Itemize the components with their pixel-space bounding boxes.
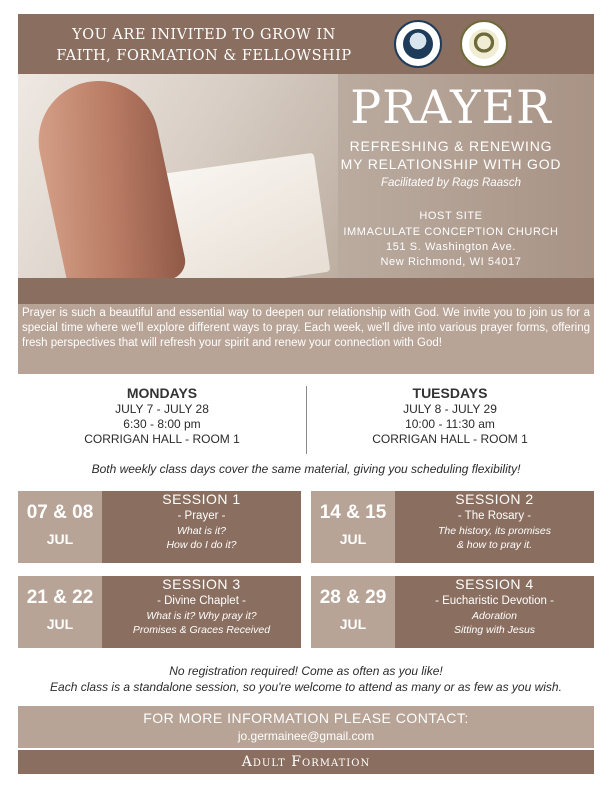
session-month: JUL bbox=[339, 531, 367, 547]
session-detail-1: The history, its promises bbox=[437, 525, 551, 537]
hero-section bbox=[18, 74, 594, 278]
session-info bbox=[395, 491, 594, 563]
session-topic: - Prayer - bbox=[177, 510, 226, 522]
subtitle-line-2: MY RELATIONSHIP WITH GOD bbox=[340, 156, 562, 172]
session-days: 07 & 08 bbox=[26, 502, 94, 523]
session-detail-2: How do I do it? bbox=[166, 539, 237, 551]
schedule-mondays bbox=[18, 384, 306, 447]
session-date bbox=[311, 491, 395, 563]
session-card-1 bbox=[18, 491, 301, 563]
invite-line-2: FAITH, FORMATION & FELLOWSHIP bbox=[56, 48, 352, 64]
schedule-day: TUESDAYS bbox=[412, 385, 488, 401]
intro-paragraph: Prayer is such a beautiful and essential way to deepen our relationship with God. We invite you to join us for a special time where we'll explore different ways to pray. Each week, we'll dive into various prayer forms, offering fresh perspectives that will refresh your spirit and renew your connection with God! bbox=[18, 304, 594, 374]
schedule-time: 6:30 - 8:00 pm bbox=[123, 417, 201, 431]
praying-hands-photo bbox=[18, 74, 338, 278]
session-detail-1: What is it? bbox=[176, 525, 226, 537]
schedule-day: MONDAYS bbox=[126, 385, 198, 401]
saint-seal-icon bbox=[460, 20, 508, 68]
session-days: 21 & 22 bbox=[26, 587, 94, 608]
top-banner bbox=[18, 14, 594, 74]
session-month: JUL bbox=[46, 531, 74, 547]
schedule-location: CORRIGAN HALL - ROOM 1 bbox=[84, 432, 240, 446]
subtitle-line-1: REFRESHING & RENEWING bbox=[349, 138, 553, 154]
church-name: IMMACULATE CONCEPTION CHURCH bbox=[343, 226, 559, 238]
church-city: New Richmond, WI 54017 bbox=[380, 256, 522, 268]
session-detail-2: Promises & Graces Received bbox=[132, 624, 271, 636]
session-card-4 bbox=[311, 576, 594, 648]
session-detail-1: Adoration bbox=[472, 610, 517, 622]
session-topic: - Divine Chaplet - bbox=[157, 595, 246, 607]
schedule bbox=[18, 384, 594, 456]
schedule-dates: JULY 7 - JULY 28 bbox=[115, 402, 209, 416]
session-name: SESSION 4 bbox=[455, 576, 534, 592]
closing-line-2: Each class is a standalone session, so you're welcome to attend as many or as few as you wish. bbox=[50, 680, 562, 694]
session-name: SESSION 2 bbox=[455, 491, 534, 507]
church-street: 151 S. Washington Ave. bbox=[386, 241, 516, 253]
host-site-label: HOST SITE bbox=[419, 210, 483, 222]
schedule-location: CORRIGAN HALL - ROOM 1 bbox=[372, 432, 528, 446]
session-date bbox=[311, 576, 395, 648]
session-card-2 bbox=[311, 491, 594, 563]
session-card-3 bbox=[18, 576, 301, 648]
session-days: 14 & 15 bbox=[319, 502, 387, 523]
session-info bbox=[395, 576, 594, 648]
schedule-note: Both weekly class days cover the same material, giving you scheduling flexibility! bbox=[91, 462, 521, 476]
session-month: JUL bbox=[46, 616, 74, 632]
session-info bbox=[102, 576, 301, 648]
schedule-time: 10:00 - 11:30 am bbox=[405, 417, 495, 431]
session-info bbox=[102, 491, 301, 563]
session-name: SESSION 3 bbox=[162, 576, 241, 592]
contact-email[interactable]: jo.germainee@gmail.com bbox=[237, 729, 375, 743]
schedule-tuesdays bbox=[306, 384, 594, 447]
hands-image bbox=[27, 74, 188, 278]
contact-section bbox=[18, 706, 594, 748]
session-detail-2: Sitting with Jesus bbox=[453, 624, 536, 636]
contact-label: FOR MORE INFORMATION PLEASE CONTACT: bbox=[143, 710, 469, 726]
invite-line-1: YOU ARE INIVITED TO GROW IN bbox=[72, 27, 336, 43]
parish-logo-icon bbox=[394, 20, 442, 68]
footer-label: Adult Formation bbox=[18, 750, 594, 774]
page-title: PRAYER bbox=[350, 80, 552, 134]
session-detail-1: What is it? Why pray it? bbox=[146, 610, 257, 622]
facilitator: Facilitated by Rags Raasch bbox=[381, 177, 521, 189]
session-date bbox=[18, 491, 102, 563]
session-month: JUL bbox=[339, 616, 367, 632]
session-topic: - The Rosary - bbox=[457, 510, 532, 522]
closing-line-1: No registration required! Come as often as you like! bbox=[169, 664, 443, 678]
session-date bbox=[18, 576, 102, 648]
divider-strip bbox=[18, 278, 594, 304]
session-name: SESSION 1 bbox=[162, 491, 241, 507]
schedule-dates: JULY 8 - JULY 29 bbox=[403, 402, 497, 416]
session-topic: - Eucharistic Devotion - bbox=[435, 595, 554, 607]
session-detail-2: & how to pray it. bbox=[456, 539, 533, 551]
session-days: 28 & 29 bbox=[319, 587, 387, 608]
